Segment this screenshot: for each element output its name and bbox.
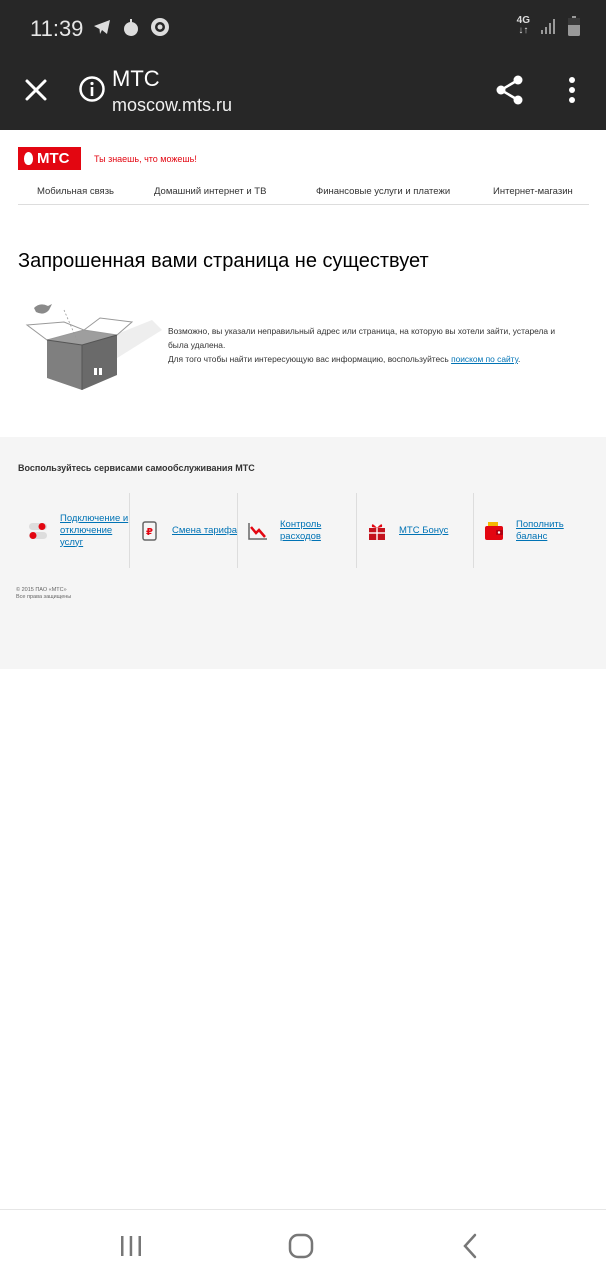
more-options-icon[interactable] xyxy=(562,74,582,106)
copyright: © 2015 ПАО «МТС» Все права защищены xyxy=(16,587,72,600)
service-label[interactable]: МТС Бонус xyxy=(399,524,449,536)
nav-item-finance[interactable]: Финансовые услуги и платежи xyxy=(316,186,451,197)
mts-egg-icon xyxy=(24,152,33,165)
back-icon[interactable] xyxy=(460,1232,480,1260)
service-top-up[interactable] xyxy=(474,493,592,568)
signal-icon xyxy=(540,17,558,35)
message-line-2: Для того чтобы найти интересующую вас информацию, воспользуйтесь поиском по сайту. xyxy=(168,354,521,364)
page-title: МТС xyxy=(112,66,160,91)
telegram-icon xyxy=(92,17,112,37)
tariff-icon xyxy=(140,521,160,541)
self-service-title: Воспользуйтесь сервисами самообслуживания МТС xyxy=(18,463,255,473)
status-bar xyxy=(0,0,606,58)
game-icon xyxy=(150,17,170,37)
error-message xyxy=(168,324,568,366)
battery-icon xyxy=(568,16,580,36)
notification-icons xyxy=(92,17,170,37)
close-icon[interactable] xyxy=(22,76,50,104)
recent-apps-icon[interactable] xyxy=(118,1234,144,1258)
service-label[interactable]: Контроль расходов xyxy=(280,518,322,542)
home-icon[interactable] xyxy=(287,1232,315,1260)
custom-tab-toolbar xyxy=(0,58,606,130)
svg-text:₽: ₽ xyxy=(146,526,153,538)
toggle-services-icon xyxy=(28,521,48,541)
empty-box-illustration xyxy=(22,300,162,400)
nav-item-home-internet[interactable]: Домашний интернет и ТВ xyxy=(154,186,267,197)
system-nav-bar xyxy=(0,1209,606,1281)
network-indicator: 4G ↓↑ xyxy=(516,15,530,36)
wallet-icon xyxy=(484,521,504,541)
service-change-tariff[interactable] xyxy=(130,493,248,568)
error-heading: Запрошенная вами страница не существует xyxy=(18,250,429,272)
service-label[interactable]: Пополнить баланс xyxy=(516,518,564,542)
site-search-link[interactable]: поиском по сайту xyxy=(451,354,518,364)
nav-item-mobile[interactable]: Мобильная связь xyxy=(37,186,114,197)
status-time: 11:39 xyxy=(30,16,84,41)
nav-item-shop[interactable]: Интернет-магазин xyxy=(493,186,573,197)
expense-chart-icon xyxy=(248,521,268,541)
mts-logo[interactable]: МТС xyxy=(18,147,81,170)
message-line-1: Возможно, вы указали неправильный адрес или страница, на которую вы хотели зайти, устарела и была удалена. xyxy=(168,326,556,350)
bomb-icon xyxy=(122,17,140,37)
service-toggle-services[interactable] xyxy=(18,493,136,568)
info-icon[interactable] xyxy=(78,75,106,103)
service-label[interactable]: Подключение и отключение услуг xyxy=(60,512,129,548)
main-nav xyxy=(18,180,589,205)
service-label[interactable]: Смена тарифа xyxy=(172,524,238,536)
self-service-section xyxy=(0,437,606,669)
data-arrows-icon: ↓↑ xyxy=(518,25,529,36)
share-icon[interactable] xyxy=(494,74,526,106)
page-url[interactable]: moscow.mts.ru xyxy=(112,95,233,115)
service-expense-control[interactable] xyxy=(238,493,356,568)
slogan: Ты знаешь, что можешь! xyxy=(94,154,197,164)
gift-icon xyxy=(367,521,387,541)
service-mts-bonus[interactable] xyxy=(357,493,475,568)
